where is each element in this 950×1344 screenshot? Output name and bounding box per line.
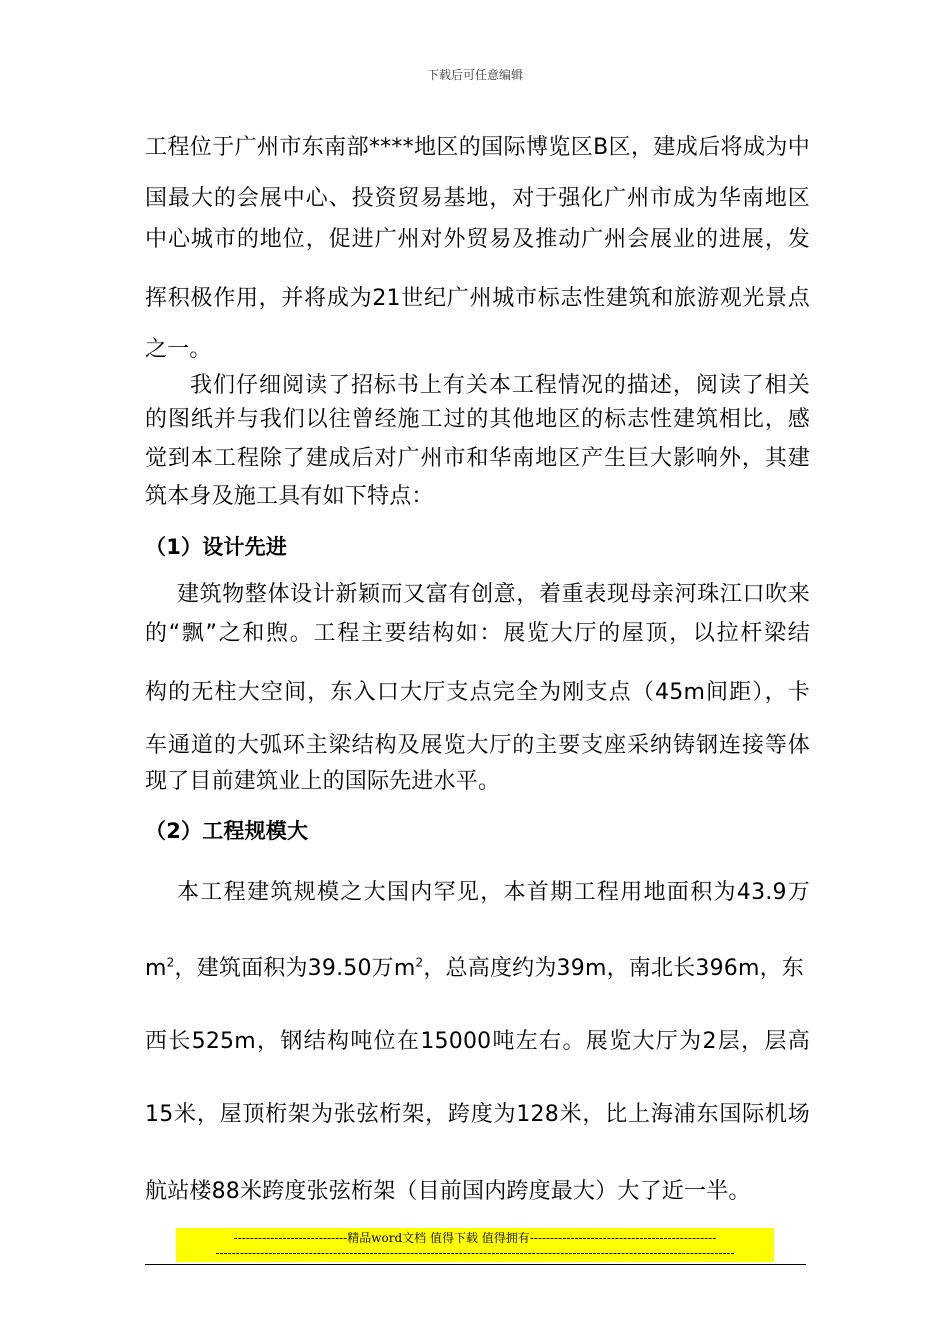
body-text-line: 筑本身及施工具有如下特点： xyxy=(145,484,434,509)
body-text-line: 觉到本工程除了建成后对广州市和华南地区产生巨大影响外，其建 xyxy=(145,446,810,471)
superscript: 2 xyxy=(166,955,175,970)
body-text-line: 我们仔细阅读了招标书上有关本工程情况的描述，阅读了相关 xyxy=(190,373,810,398)
body-text-line: 挥积极作用，并将成为21世纪广州城市标志性建筑和旅游观光景点 xyxy=(145,286,810,311)
superscript: 2 xyxy=(415,955,424,970)
body-text-line: 本工程建筑规模之大国内罕见，本首期工程用地面积为43.9万 xyxy=(177,880,810,905)
section-heading: （2）工程规模大 xyxy=(145,819,309,843)
body-text-line: 工程位于广州市东南部****地区的国际博览区B区，建成后将成为中 xyxy=(145,135,810,160)
footer-watermark-line: ----------------------------精品word文档 值得下载 值得拥有---------------------------------------------- xyxy=(233,1231,717,1245)
body-text-line: 车通道的大弧环主梁结构及展览大厅的主要支座采纳铸钢连接等体 xyxy=(145,733,810,758)
section-heading: （1）设计先进 xyxy=(145,535,288,559)
body-text: ，建筑面积为39.50万m xyxy=(174,956,416,981)
unit-text: m xyxy=(145,956,167,981)
body-text-line: 中心城市的地位，促进广州对外贸易及推动广州会展业的进展，发 xyxy=(145,227,810,252)
body-text-line: 15米，屋顶桁架为张弦桁架，跨度为128米，比上海浦东国际机场 xyxy=(145,1102,810,1127)
body-text-line: 的“飘”之和煦。工程主要结构如：展览大厅的屋顶，以拉杆梁结 xyxy=(145,621,810,646)
body-text-line xyxy=(145,954,810,984)
body-text-line: 现了目前建筑业上的国际先进水平。 xyxy=(145,769,501,794)
body-text-line: 西长525m，钢结构吨位在15000吨左右。展览大厅为2层，层高 xyxy=(145,1029,810,1054)
body-text-line: 之一。 xyxy=(145,337,212,362)
footer-rule xyxy=(145,1264,806,1265)
body-text-line: 航站楼88米跨度张弦桁架（目前国内跨度最大）大了近一半。 xyxy=(145,1179,751,1204)
page-header: 下载后可任意编辑 xyxy=(426,68,523,82)
body-text-line: 建筑物整体设计新颖而又富有创意，着重表现母亲河珠江口吹来 xyxy=(177,582,810,607)
footer-dashes-line: -------------------------------------------------------------------------------------------------------------------------------- xyxy=(215,1246,735,1260)
body-text-line: 构的无柱大空间，东入口大厅支点完全为刚支点（45m间距），卡 xyxy=(145,680,810,705)
body-text-line: 国最大的会展中心、投资贸易基地，对于强化广州市成为华南地区 xyxy=(145,186,810,211)
body-text-line: 的图纸并与我们以往曾经施工过的其他地区的标志性建筑相比，感 xyxy=(145,407,810,432)
body-text: ，总高度约为39m，南北长396m，东 xyxy=(423,956,804,981)
